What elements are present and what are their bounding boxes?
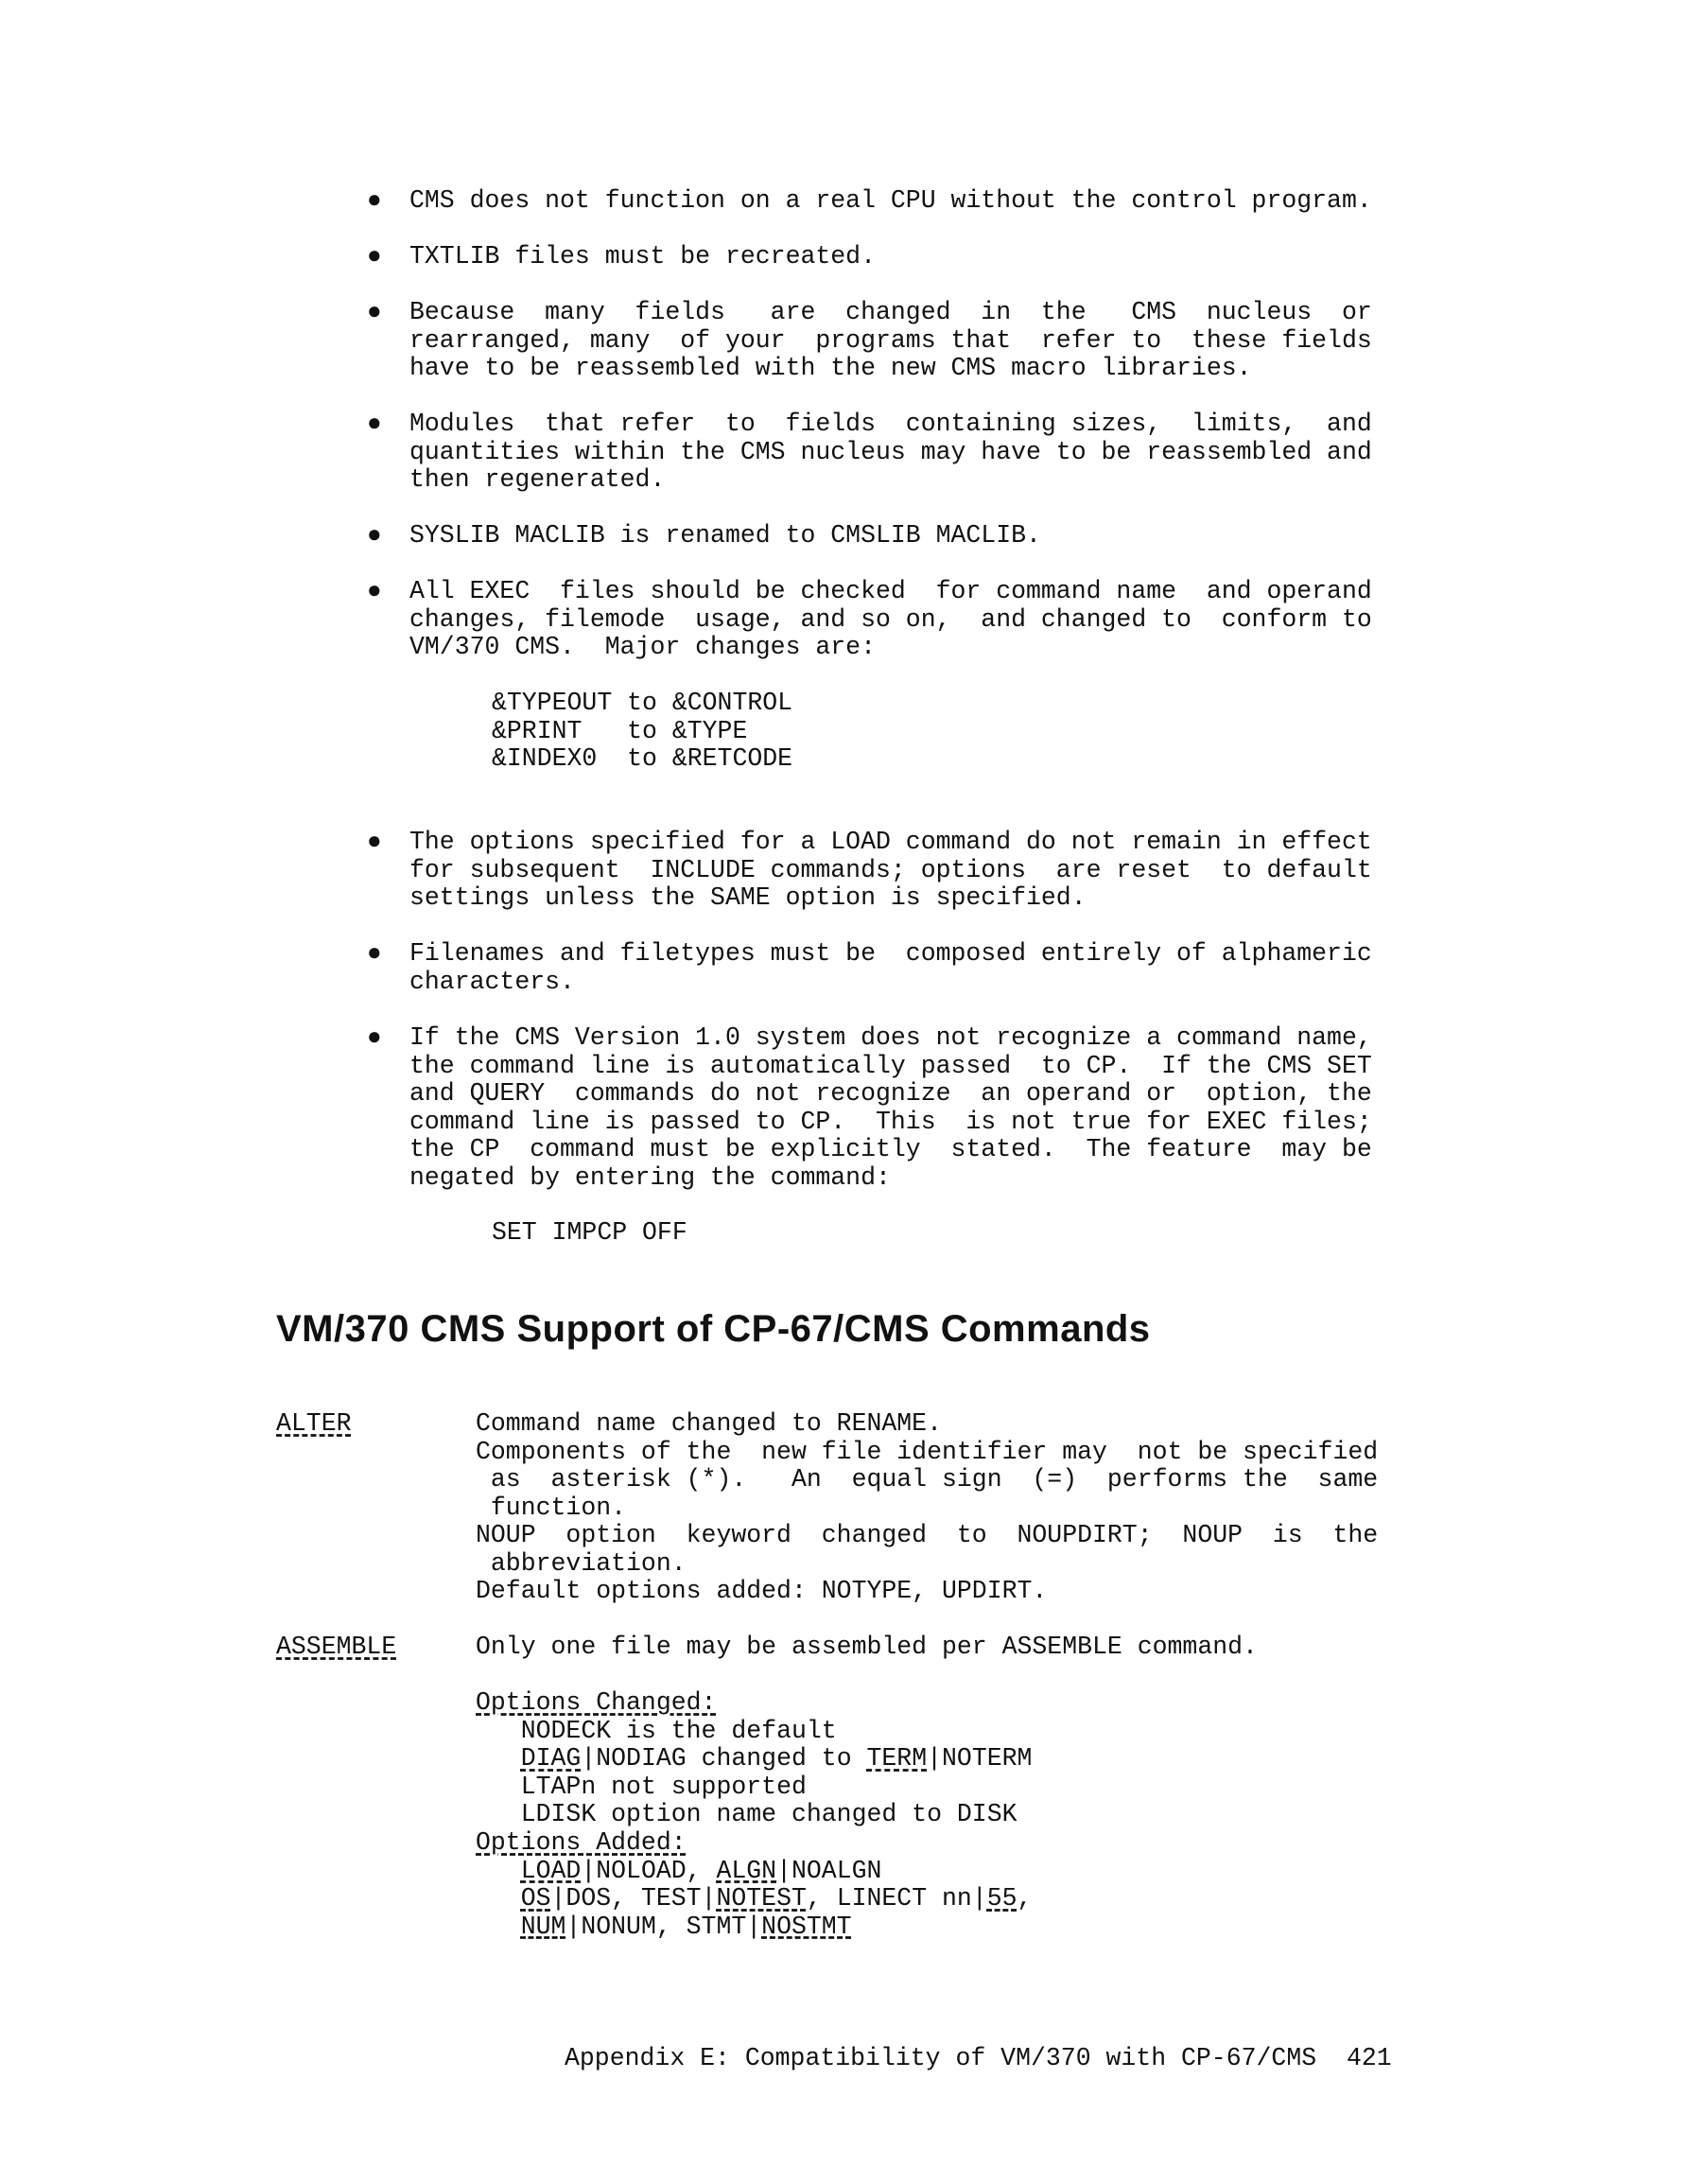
bullet-item-9 — [409, 1024, 1469, 1192]
bullet-line: Because many fields are changed in the CMS nucleus or — [409, 298, 1372, 326]
bullet-item-8 — [409, 940, 1469, 996]
alter-line: Components of the new file identifier may not be specified — [476, 1437, 1379, 1466]
option-text: , LINECT nn| — [806, 1884, 987, 1913]
bullet-icon: ● — [367, 242, 382, 271]
bullet-line: CMS does not function on a real CPU without the control program. — [409, 186, 1372, 215]
option-text: |NOLOAD, — [581, 1856, 717, 1885]
alter-line: as asterisk (*). An equal sign (=) performs the same — [476, 1465, 1379, 1494]
bullet-line: The options specified for a LOAD command do not remain in effect — [409, 828, 1372, 856]
alter-line: function. — [476, 1493, 627, 1522]
bullet-line: Modules that refer to fields containing sizes, limits, and — [409, 410, 1372, 438]
option-default: LOAD — [520, 1856, 582, 1885]
alter-line: Command name changed to RENAME. — [476, 1409, 942, 1438]
page-number: 421 — [1346, 2044, 1392, 2072]
option-default: NOTEST — [716, 1884, 807, 1913]
bullet-icon: ● — [367, 939, 382, 968]
bullet-line: then regenerated. — [409, 465, 666, 494]
alter-line: Default options added: NOTYPE, UPDIRT. — [476, 1577, 1048, 1605]
bullet-item-2 — [409, 243, 1469, 271]
option-default: OS — [520, 1884, 551, 1913]
option-text: |DOS, TEST| — [550, 1884, 717, 1913]
option-text: |NONUM, STMT| — [565, 1912, 762, 1941]
option-line: NODECK is the default — [520, 1716, 837, 1745]
bullet-line: quantities within the CMS nucleus may have to be reassembled and — [409, 437, 1372, 466]
exec-change-line: &PRINT to &TYPE — [492, 716, 748, 745]
bullet-line: command line is passed to CP. This is not true for EXEC files; — [409, 1107, 1372, 1136]
bullet-item-4 — [409, 411, 1469, 495]
option-line: LTAPn not supported — [520, 1772, 807, 1801]
option-default: TERM — [866, 1744, 928, 1773]
option-default: NOSTMT — [761, 1912, 852, 1941]
alter-command-name: ALTER — [276, 1409, 352, 1438]
bullet-line: If the CMS Version 1.0 system does not recognize a command name, — [409, 1023, 1372, 1052]
option-text: |NODIAG changed to — [581, 1744, 867, 1773]
bullet-item-5 — [409, 522, 1469, 550]
bullet-icon: ● — [367, 577, 382, 605]
bullet-line: the command line is automatically passed to CP. If the CMS SET — [409, 1051, 1372, 1080]
options-changed-title: Options Changed: — [476, 1688, 717, 1717]
bullet-line: VM/370 CMS. Major changes are: — [409, 633, 876, 661]
bullet-icon: ● — [367, 410, 382, 438]
options-changed-block — [476, 1689, 1032, 1829]
exec-change-list — [492, 690, 1551, 774]
option-text: |NOALGN — [776, 1856, 882, 1885]
page-footer — [565, 2045, 1392, 2073]
assemble-command-name: ASSEMBLE — [276, 1633, 397, 1661]
alter-description — [476, 1410, 1378, 1606]
bullet-line: settings unless the SAME option is specified. — [409, 883, 1087, 912]
bullet-line: TXTLIB files must be recreated. — [409, 242, 876, 271]
bullet-item-1 — [409, 187, 1469, 216]
option-text: |NOTERM — [927, 1744, 1033, 1773]
bullet-item-7 — [409, 829, 1469, 913]
alter-line: abbreviation. — [476, 1548, 687, 1578]
bullet-line: characters. — [409, 967, 575, 996]
set-command: SET IMPCP OFF — [492, 1218, 687, 1247]
bullet-line: SYSLIB MACLIB is renamed to CMSLIB MACLIB. — [409, 521, 1041, 550]
bullet-line: All EXEC files should be checked for command name and operand — [409, 577, 1372, 605]
section-heading: VM/370 CMS Support of CP-67/CMS Commands — [276, 1308, 1151, 1350]
alter-line: NOUP option keyword changed to NOUPDIRT; NOUP is the — [476, 1521, 1379, 1549]
bullet-line: the CP command must be explicitly stated. The feature may be — [409, 1135, 1372, 1163]
bullet-line: changes, filemode usage, and so on, and changed to conform to — [409, 604, 1372, 634]
bullet-line: for subsequent INCLUDE commands; options are reset to default — [409, 855, 1372, 884]
bullet-item-6 — [409, 578, 1469, 662]
exec-change-line: &INDEX0 to &RETCODE — [492, 744, 793, 773]
assemble-intro: Only one file may be assembled per ASSEMBLE command. — [476, 1633, 1258, 1661]
footer-text: Appendix E: Compatibility of VM/370 with CP-67/CMS — [565, 2044, 1317, 2072]
bullet-icon: ● — [367, 1023, 382, 1052]
options-added-block — [476, 1829, 1032, 1941]
bullet-item-3 — [409, 299, 1469, 383]
bullet-line: rearranged, many of your programs that refer to these fields — [409, 325, 1372, 355]
option-line: LDISK option name changed to DISK — [520, 1800, 1017, 1828]
option-default: 55 — [986, 1884, 1017, 1913]
bullet-icon: ● — [367, 521, 382, 550]
option-default: ALGN — [716, 1856, 777, 1885]
exec-change-line: &TYPEOUT to &CONTROL — [492, 689, 793, 717]
bullet-icon: ● — [367, 828, 382, 856]
bullet-icon: ● — [367, 298, 382, 326]
bullet-line: Filenames and filetypes must be composed entirely of alphameric — [409, 939, 1372, 968]
bullet-line: and QUERY commands do not recognize an operand or option, the — [409, 1079, 1372, 1108]
bullet-line: negated by entering the command: — [409, 1162, 891, 1192]
option-default: DIAG — [520, 1744, 582, 1773]
option-default: NUM — [520, 1912, 566, 1941]
bullet-icon: ● — [367, 186, 382, 215]
option-text: , — [1017, 1884, 1033, 1913]
options-added-title: Options Added: — [476, 1828, 687, 1857]
bullet-line: have to be reassembled with the new CMS macro libraries. — [409, 354, 1252, 382]
